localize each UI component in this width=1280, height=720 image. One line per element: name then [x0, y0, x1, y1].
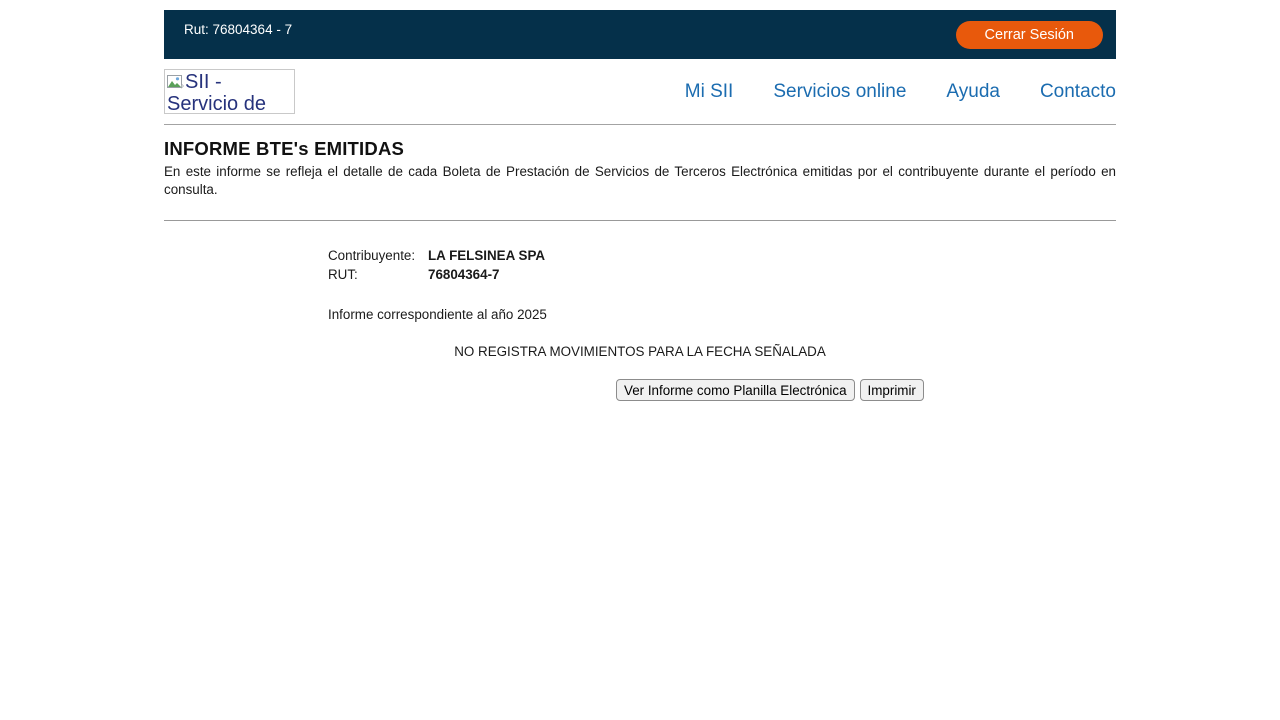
section-divider: [164, 220, 1116, 221]
nav-mi-sii[interactable]: Mi SII: [684, 80, 734, 102]
content-container: [164, 10, 1116, 401]
action-buttons: [616, 379, 1116, 401]
contribuyente-row: [328, 246, 1116, 265]
no-movements-message: NO REGISTRA MOVIMIENTOS PARA LA FECHA SEÑALADA: [454, 344, 826, 359]
nav-servicios-online[interactable]: Servicios online: [773, 80, 907, 102]
top-bar: [164, 10, 1116, 59]
page-title: INFORME BTE's EMITIDAS: [164, 138, 405, 159]
logo-alt-text: SII - Servicio de: [167, 71, 266, 114]
contribuyente-label: Contribuyente:: [328, 248, 416, 263]
logout-button[interactable]: Cerrar Sesión: [956, 21, 1103, 49]
header: [164, 59, 1116, 125]
rut-row-label: RUT:: [328, 267, 358, 282]
period-line: Informe correspondiente al año 2025: [328, 307, 547, 322]
taxpayer-info: [328, 246, 1116, 284]
rut-row-value: 76804364-7: [428, 267, 500, 282]
view-report-button[interactable]: Ver Informe como Planilla Electrónica: [616, 379, 855, 401]
broken-image-icon: [167, 75, 184, 90]
page-description: En este informe se refleja el detalle de cada Boleta de Prestación de Servicios de Terceros Electrónica emitidas por el contribuyente durante el período en consulta.: [164, 164, 1116, 197]
rut-label: Rut: 76804364 - 7: [184, 22, 293, 37]
sii-logo-link[interactable]: [164, 69, 295, 114]
print-button[interactable]: Imprimir: [860, 379, 924, 401]
main-nav: [685, 81, 1116, 103]
nav-ayuda[interactable]: Ayuda: [946, 80, 1000, 102]
rut-row: [328, 265, 1116, 284]
contribuyente-value: LA FELSINEA SPA: [428, 248, 546, 263]
nav-contacto[interactable]: Contacto: [1039, 80, 1116, 102]
